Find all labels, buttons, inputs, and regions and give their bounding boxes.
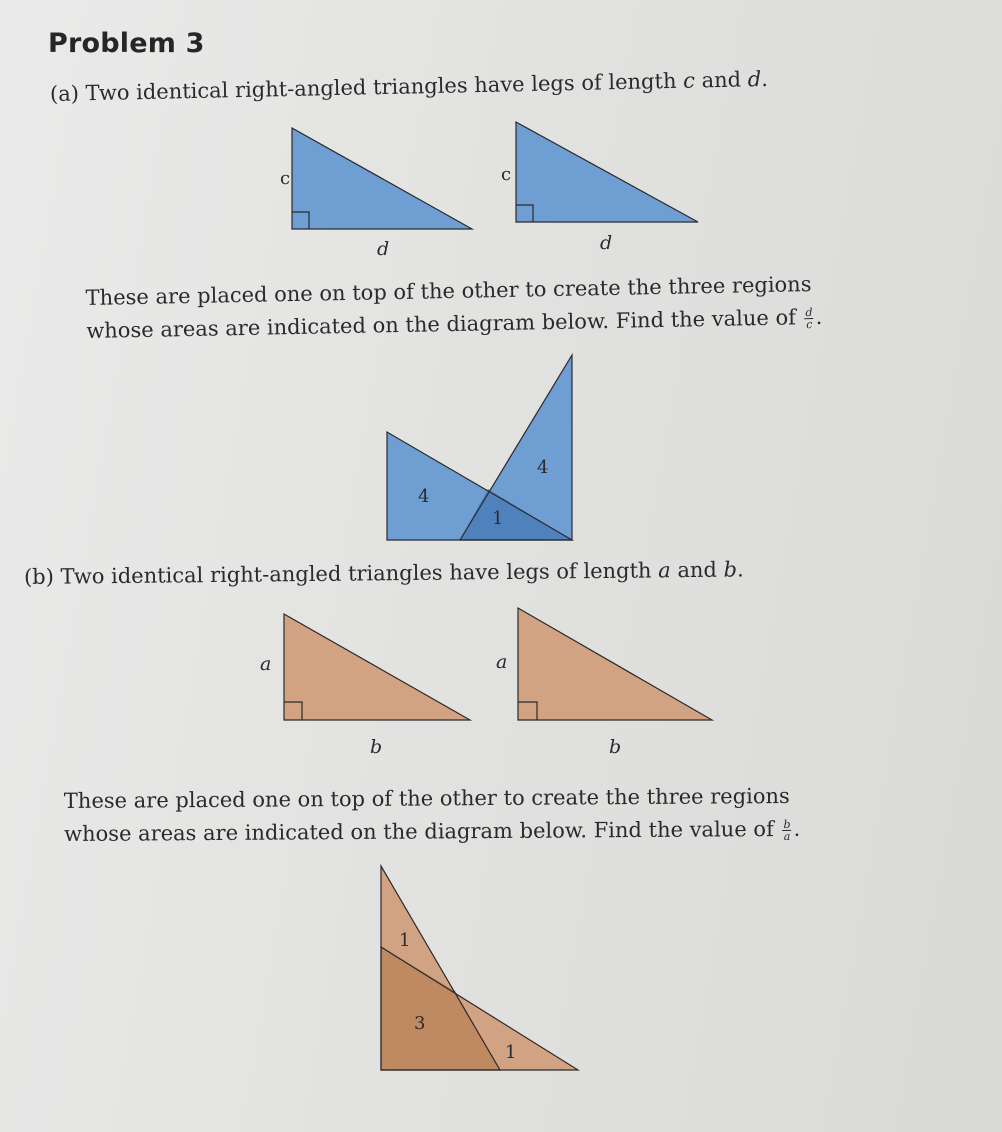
fraction-denominator: c <box>806 318 813 332</box>
part-b-para-line-1: These are placed one on top of the other to create the three regions <box>63 783 790 814</box>
part-a-text-and: and <box>694 67 748 93</box>
part-b-para-period: . <box>793 816 801 841</box>
part-a-para-period: . <box>815 304 823 329</box>
part-a-label: (a) <box>49 81 80 106</box>
problem-heading: Problem 3 <box>48 28 205 59</box>
leg-label-vertical: a <box>496 651 508 673</box>
part-a-var-d: d <box>747 67 762 92</box>
region-area-label: 1 <box>492 508 504 529</box>
brown-triangle-left <box>260 614 470 758</box>
region-area-label: 1 <box>505 1042 517 1063</box>
leg-label-horizontal: d <box>377 238 390 260</box>
leg-label-horizontal: b <box>370 736 383 758</box>
blue-triangle-left <box>280 128 472 260</box>
brown-overlap-diagram <box>381 866 578 1070</box>
brown-triangle-right <box>496 608 712 758</box>
part-b-para-line-2-text: whose areas are indicated on the diagram below. Find the value of <box>64 816 781 846</box>
fraction-denominator: a <box>783 829 791 843</box>
fraction-numerator: d <box>805 306 813 320</box>
leg-label-vertical: c <box>501 164 512 185</box>
leg-label-vertical: c <box>280 168 291 189</box>
part-a-para-line-2-text: whose areas are indicated on the diagram below. Find the value of <box>86 305 803 343</box>
region-area-label: 3 <box>414 1013 426 1034</box>
part-b-text-and: and <box>670 557 724 583</box>
part-a-period: . <box>760 66 769 92</box>
part-a-var-c: c <box>682 68 696 93</box>
part-b-text: Two identical right-angled triangles have legs of length <box>53 558 659 589</box>
part-b-label: (b) <box>23 564 54 589</box>
part-b-var-b: b <box>723 557 738 582</box>
region-area-label: 4 <box>537 457 549 478</box>
leg-label-horizontal: b <box>609 736 622 758</box>
part-b-period: . <box>736 557 744 582</box>
region-area-label: 1 <box>399 930 411 951</box>
blue-triangle-right <box>501 122 698 254</box>
part-b-var-a: a <box>658 558 671 583</box>
fraction-numerator: b <box>783 817 791 831</box>
leg-label-horizontal: d <box>600 232 613 254</box>
leg-label-vertical: a <box>260 653 272 675</box>
region-area-label: 4 <box>418 486 430 507</box>
blue-overlap-diagram <box>387 355 572 540</box>
part-a-para-line-1: These are placed one on top of the other to create the three regions <box>85 272 812 311</box>
part-a-text: Two identical right-angled triangles have legs of length <box>78 68 684 106</box>
